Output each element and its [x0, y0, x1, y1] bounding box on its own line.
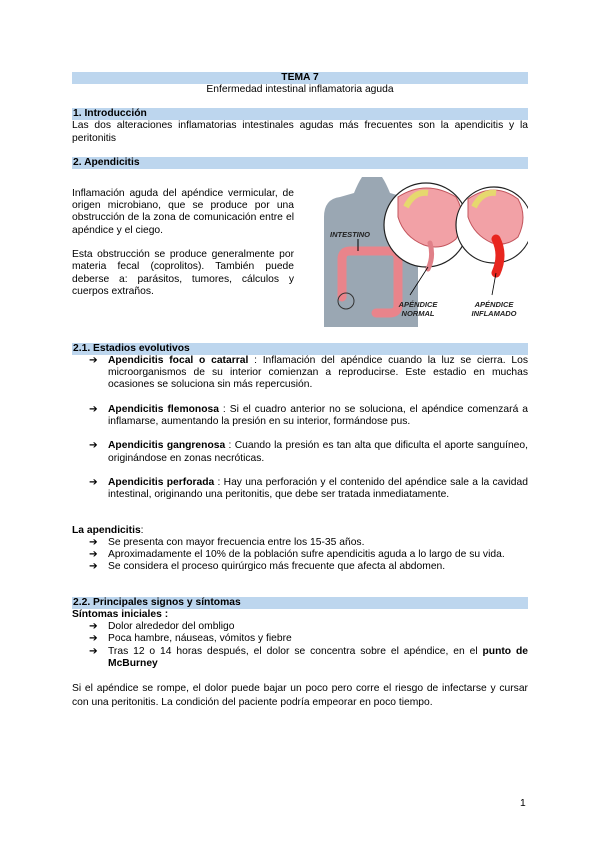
list-item	[72, 561, 528, 573]
appendix-illustration	[306, 177, 528, 327]
section-heading-estadios: 2.1. Estadios evolutivos	[72, 343, 528, 355]
list-item	[72, 621, 528, 633]
closing-paragraph: Si el apéndice se rompe, el dolor puede bajar un poco pero corre el riesgo de infectarse y cursar con una peritonitis. La condición del paciente podría empeorar en poco tiempo.	[72, 683, 528, 709]
estadio-term: Apendicitis gangrenosa	[108, 440, 226, 452]
la-apendicitis-heading	[72, 525, 528, 537]
label-intestino: INTESTINO	[330, 229, 371, 239]
arrow-icon: ➔	[89, 645, 98, 657]
arrow-icon: ➔	[89, 440, 98, 452]
estadio-description: : Hay una perforación y el contenido del apéndice sale a la cavidad intestinal, originando una peritonitis, que debe ser tratada inmediatamente.	[108, 476, 528, 501]
apendicitis-causes: Esta obstrucción se produce generalmente por materia fecal (coprolitos). También puede deberse a: parásitos, tumores, cálculos y cuerpos extraños.	[72, 249, 294, 297]
label-inflamado-line2: INFLAMADO	[471, 308, 517, 318]
list-item	[72, 537, 528, 549]
arrow-icon: ➔	[89, 403, 98, 415]
page-subtitle: Enfermedad intestinal inflamatoria aguda	[206, 84, 394, 95]
list-item-text: Poca hambre, náuseas, vómitos y fiebre	[108, 633, 292, 645]
list-item-text: Aproximadamente el 10% de la población sufre apendicitis aguda a lo largo de su vida.	[108, 549, 505, 561]
estadios-list	[72, 355, 528, 502]
list-item	[72, 633, 528, 645]
estadio-term: Apendicitis perforada	[108, 476, 215, 488]
estadio-term: Apendicitis flemonosa	[108, 403, 219, 415]
page-number: 1	[520, 798, 526, 809]
arrow-icon: ➔	[89, 621, 98, 633]
sintomas-iniciales-heading: Síntomas iniciales :	[72, 608, 169, 620]
intro-paragraph: Las dos alteraciones inflamatorias intestinales agudas más frecuentes son la apendicitis y la peritonitis	[72, 120, 528, 144]
estadio-description: : Inflamación del apéndice cuando la luz se cierra. Los microorganismos de su interior comienzan a reproducirse. Este estadio en muchas ocasiones se soluciona sin más repercusión.	[108, 354, 528, 391]
arrow-icon: ➔	[89, 549, 98, 561]
label-normal-line1: APÉNDICE	[398, 299, 438, 309]
la-apendicitis-list	[72, 537, 528, 574]
estadio-item-flemonosa	[72, 404, 528, 429]
apendicitis-text	[72, 169, 294, 298]
mcburney-term: punto de McBurney	[108, 645, 528, 669]
section-heading-introduccion: 1. Introducción	[72, 108, 528, 120]
list-item	[72, 646, 528, 671]
label-normal-line2: NORMAL	[401, 308, 435, 318]
list-item-text: Dolor alrededor del ombligo	[108, 621, 235, 633]
la-apendicitis-colon: :	[140, 524, 144, 536]
estadio-item-gangrenosa	[72, 440, 528, 465]
estadio-item-perforada	[72, 477, 528, 502]
page-title: TEMA 7	[72, 72, 528, 84]
estadio-description: : Cuando la presión es tan alta que dificulta el aporte sanguíneo, originándose en zonas necróticas.	[108, 440, 528, 464]
arrow-icon: ➔	[89, 633, 98, 645]
estadio-description: : Si el cuadro anterior no se soluciona, el apéndice comenzará a inflamarse, aumentando la presión en su interior, formándose pus.	[108, 403, 528, 428]
section-heading-signos: 2.2. Principales signos y síntomas	[72, 597, 528, 609]
apendicitis-block	[72, 169, 528, 329]
section-heading-apendicitis: 2. Apendicitis	[72, 157, 528, 169]
estadio-item-focal	[72, 355, 528, 392]
list-item	[72, 549, 528, 561]
document-page	[72, 72, 528, 710]
la-apendicitis-term: La apendicitis	[72, 524, 141, 536]
inflamed-appendix-shape	[496, 239, 500, 273]
sintomas-list	[72, 621, 528, 670]
arrow-icon: ➔	[89, 354, 98, 366]
estadio-term: Apendicitis focal o catarral	[108, 354, 249, 366]
list-item-text: Tras 12 o 14 horas después, el dolor se concentra sobre el apéndice, en el	[108, 645, 483, 657]
list-item-text: Se considera el proceso quirúrgico más frecuente que afecta al abdomen.	[108, 561, 446, 573]
list-item-text: Se presenta con mayor frecuencia entre los 15-35 años.	[108, 536, 365, 548]
label-inflamado-line1: APÉNDICE	[474, 299, 514, 309]
arrow-icon: ➔	[89, 561, 98, 573]
arrow-icon: ➔	[89, 536, 98, 548]
arrow-icon: ➔	[89, 476, 98, 488]
apendicitis-definition: Inflamación aguda del apéndice vermicular, de origen microbiano, que se produce por una obstrucción de la zona de comunicación entre el apéndice y el ciego.	[72, 187, 294, 236]
